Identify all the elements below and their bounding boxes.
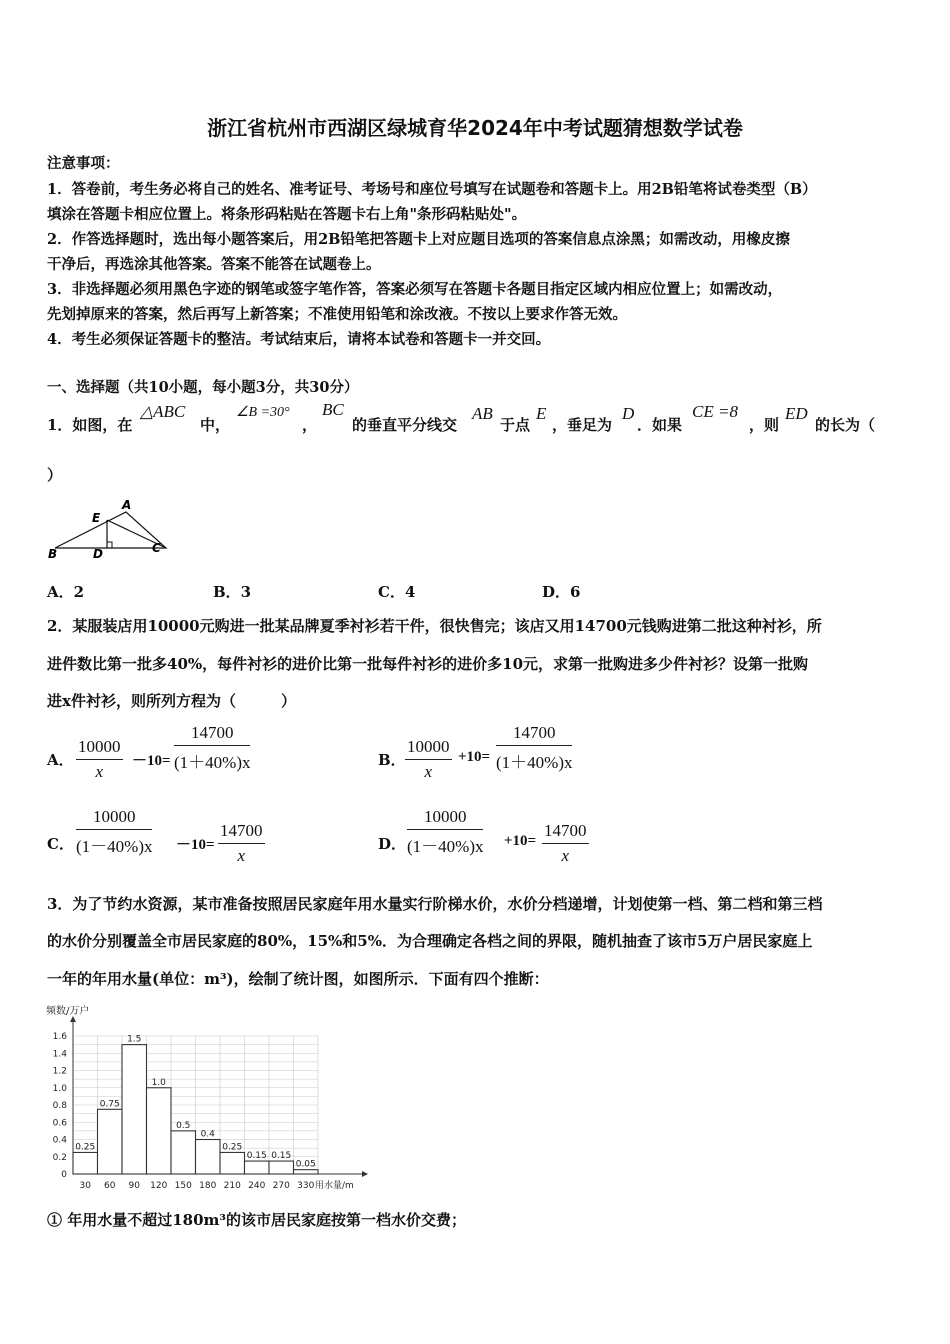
q1-math: AB [472, 404, 493, 423]
x-tick-label: 210 [223, 1181, 241, 1191]
triangle-figure [44, 496, 174, 564]
q2-option-c-frac1: $\frac{10000}{(1-40\%)x}$ [76, 807, 153, 856]
q2-option-d-frac1: $\frac{10000}{(1-40\%)x}$ [407, 807, 484, 856]
label-b: B [48, 547, 58, 561]
histogram-bar [269, 1161, 294, 1174]
q1-math: ED [785, 404, 808, 423]
q1-text: ．如果 [637, 416, 683, 434]
bar-data-label: 0.75 [99, 1099, 120, 1110]
label-a: A [122, 498, 132, 512]
histogram-bar [196, 1140, 221, 1175]
q1-option-a[interactable]: A．2 [47, 583, 85, 601]
q2-option-a-label[interactable]: A． [47, 751, 74, 769]
y-axis-label: 频数/万户 [46, 1006, 90, 1017]
histogram-bar [73, 1152, 98, 1174]
q1-text: 中， [200, 416, 231, 434]
q3-line: 3．为了节约水资源，某市准备按照居民家庭年用水量实行阶梯水价，水价分档递增，计划使第一档、第二档和第三档 [47, 895, 823, 913]
bar-data-label: 0.25 [75, 1142, 96, 1153]
q2-option-b-op: +10= [458, 749, 491, 765]
notice-line: 4．考生必须保证答题卡的整洁。考试结束后，请将本试卷和答题卡一并交回。 [47, 331, 551, 348]
q1-math: ∠B =30° [236, 405, 290, 420]
notice-line: 干净后，再选涂其他答案。答案不能答在试题卷上。 [47, 256, 381, 273]
q3-inference-1: ① 年用水量不超过180m³的该市居民家庭按第一档水价交费； [47, 1211, 466, 1229]
x-tick-label: 150 [174, 1181, 192, 1191]
y-tick-label: 1.0 [52, 1083, 67, 1094]
bar-data-label: 1.0 [151, 1077, 166, 1088]
q1-option-d[interactable]: D．6 [542, 583, 581, 601]
q1-math: BC [322, 400, 344, 419]
x-tick-label: 330 [297, 1181, 315, 1191]
q2-option-b-frac1: $\frac{10000}{x}$ [407, 737, 450, 781]
q1-text: 1．如图，在 [47, 416, 133, 434]
q3-line: 的水价分别覆盖全市居民家庭的80%，15%和5%．为合理确定各档之间的界限，随机抽查了该市5万户居民家庭上 [47, 932, 813, 950]
bar-data-label: 0.4 [200, 1129, 215, 1140]
section-heading: 一、选择题（共10小题，每小题3分，共30分） [47, 379, 359, 396]
q1-math: △ABC [140, 402, 186, 421]
notice-line: 1．答卷前，考生务必将自己的姓名、准考证号、考场号和座位号填写在试题卷和答题卡上。用2B铅笔将试卷类型（B） [47, 181, 817, 198]
q2-line: 2．某服装店用10000元购进一批某品牌夏季衬衫若干件，很快售完；该店又用14700元钱购进第二批这种衬衫，所 [47, 617, 822, 635]
notice-line: 2．作答选择题时，选出每小题答案后，用2B铅笔把答题卡上对应题目选项的答案信息点涂黑；如需改动，用橡皮擦 [47, 231, 790, 248]
x-tick-label: 180 [199, 1181, 217, 1191]
y-tick-label: 1.2 [52, 1066, 67, 1077]
q1-math: D [622, 404, 635, 423]
bar-data-label: 0.15 [246, 1151, 267, 1162]
y-tick-label: 1.6 [52, 1032, 67, 1042]
x-tick-label: 30 [79, 1181, 91, 1191]
q2-option-c-frac2: $\frac{14700}{x}$ [220, 821, 263, 865]
q1-text: 的长为（ [815, 416, 876, 434]
q1-text: 于点 [500, 416, 531, 434]
q1-text: ） [47, 466, 63, 484]
bar-data-label: 0.05 [295, 1159, 316, 1170]
q1-text: 的垂直平分线交 [352, 416, 458, 434]
x-tick-label: 240 [248, 1181, 266, 1191]
bar-data-label: 1.5 [127, 1034, 142, 1045]
y-tick-label: 0.2 [52, 1152, 67, 1163]
q2-option-b-frac2: $\frac{14700}{(1+40\%)x}$ [496, 723, 573, 772]
q2-line: 进x件衬衫，则所列方程为（ ） [47, 692, 296, 710]
label-e: E [92, 511, 101, 525]
x-tick-label: 270 [272, 1181, 290, 1191]
page-title: 浙江省杭州市西湖区绿城育华2024年中考试题猜想数学试卷 [207, 116, 743, 140]
notice-line: 先划掉原来的答案，然后再写上新答案；不准使用铅笔和涂改液。不按以上要求作答无效。 [47, 306, 627, 323]
q1-math: E [536, 404, 547, 423]
histogram-bar [98, 1109, 123, 1174]
notice-line: 填涂在答题卡相应位置上。将条形码粘贴在答题卡右上角"条形码粘贴处"。 [47, 206, 527, 223]
q1-text: ，垂足为 [552, 416, 613, 434]
x-tick-label: 60 [104, 1181, 116, 1191]
y-tick-label: 0.8 [52, 1101, 67, 1111]
x-tick-label: 120 [150, 1181, 168, 1191]
label-c: C [152, 541, 161, 555]
q2-line: 进件数比第一批多40%，每件衬衫的进价比第一批每件衬衫的进价多10元，求第一批购进多少件衬衫？设第一批购 [47, 655, 809, 673]
q2-option-d-frac2: $\frac{14700}{x}$ [544, 821, 587, 865]
q1-option-c[interactable]: C．4 [378, 583, 416, 601]
bar-data-label: 0.5 [176, 1120, 191, 1131]
label-d: D [93, 547, 103, 561]
x-tick-label: 90 [128, 1181, 140, 1191]
q3-line: 一年的年用水量(单位：m³)，绘制了统计图，如图所示．下面有四个推断： [47, 970, 549, 988]
q2-option-a-op: －10= [132, 753, 171, 769]
histogram-bar [220, 1152, 245, 1174]
y-tick-label: 0.4 [52, 1135, 67, 1146]
q2-option-b-label[interactable]: B． [378, 751, 406, 769]
water-usage-histogram [40, 1000, 370, 1194]
q2-option-c-op: －10= [176, 837, 215, 853]
histogram-bar [245, 1161, 270, 1174]
y-tick-label: 0 [61, 1170, 67, 1180]
y-tick-label: 1.4 [52, 1049, 67, 1060]
histogram-bar [171, 1131, 196, 1174]
bar-data-label: 0.25 [222, 1142, 243, 1153]
q2-option-a-frac2: $\frac{14700}{(1+40\%)x}$ [174, 723, 251, 772]
q2-option-a-frac1: $\frac{10000}{x}$ [78, 737, 121, 781]
x-axis-label: 用水量/m [315, 1181, 354, 1191]
q1-text: ，则 [749, 416, 780, 434]
notice-heading: 注意事项： [47, 155, 120, 172]
q1-text: ， [302, 416, 318, 434]
q2-option-c-label[interactable]: C． [47, 835, 74, 853]
y-tick-label: 0.6 [52, 1118, 67, 1129]
histogram-bar [294, 1170, 319, 1174]
x-axis-arrow [362, 1171, 368, 1177]
q2-option-d-op: +10= [504, 833, 537, 849]
histogram-bar [147, 1088, 172, 1174]
q1-option-b[interactable]: B．3 [213, 583, 252, 601]
histogram-bar [122, 1045, 147, 1174]
q2-option-d-label[interactable]: D． [378, 835, 407, 853]
notice-line: 3．非选择题必须用黑色字迹的钢笔或签字笔作答，答案必须写在答题卡各题目指定区域内相应位置上；如需改动， [47, 281, 783, 298]
bar-data-label: 0.15 [271, 1151, 292, 1162]
q1-math: CE =8 [692, 402, 738, 421]
